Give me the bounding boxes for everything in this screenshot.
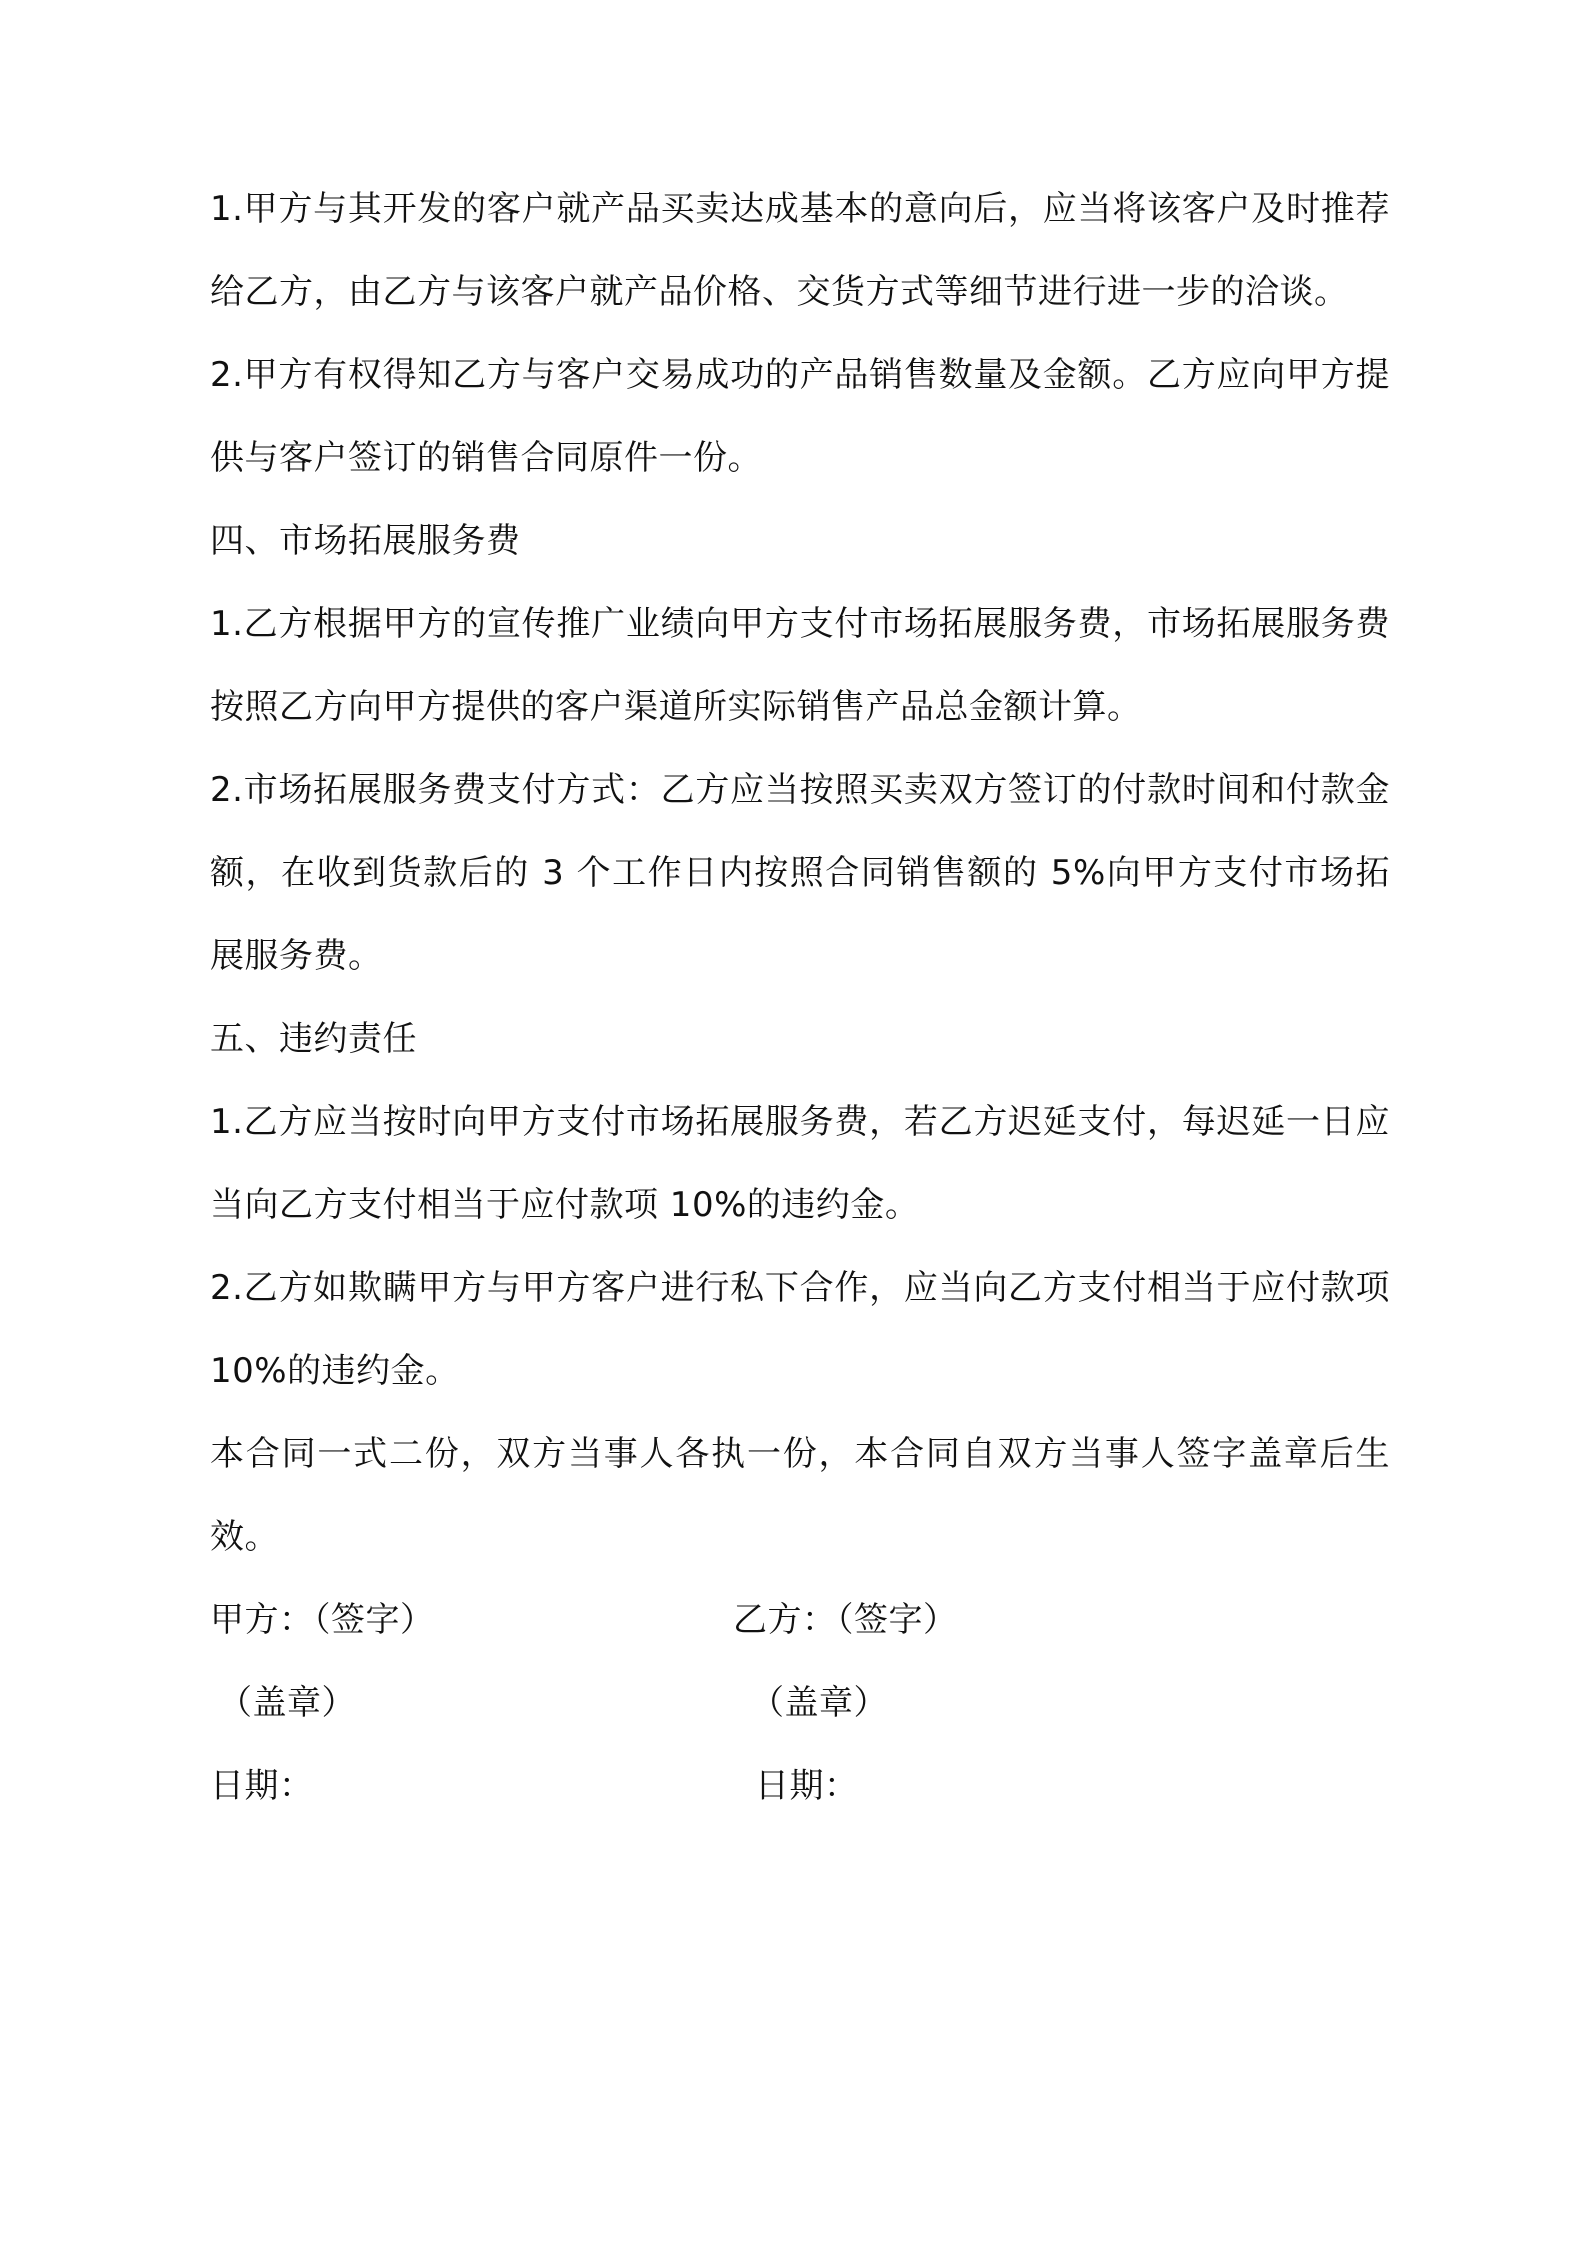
party-b-seal-label: （盖章） <box>750 1683 888 1723</box>
date-row <box>210 1745 1390 1828</box>
party-b-signature-label: 乙方：（签字） <box>733 1600 958 1640</box>
contract-body <box>210 168 1390 1828</box>
clause-3-2: 2.甲方有权得知乙方与客户交易成功的产品销售数量及金额。乙方应向甲方提供与客户签订的销售合同原件一份。 <box>210 355 1390 478</box>
clause-5-1: 1.乙方应当按时向甲方支付市场拓展服务费，若乙方迟延支付，每迟延一日应当向乙方支付相当于应付款项 10%的违约金。 <box>210 1102 1390 1225</box>
section-heading-4: 四、市场拓展服务费 <box>210 521 521 561</box>
clause-5-2: 2.乙方如欺瞒甲方与甲方客户进行私下合作，应当向乙方支付相当于应付款项 10%的违约金。 <box>210 1268 1390 1391</box>
party-a-signature-label: 甲方：（签字） <box>210 1600 435 1640</box>
section-heading-5: 五、违约责任 <box>210 1019 417 1059</box>
party-a-date-label: 日期： <box>210 1766 314 1806</box>
party-a-seal-label: （盖章） <box>218 1683 356 1723</box>
seal-row <box>210 1662 1390 1745</box>
clause-4-2: 2.市场拓展服务费支付方式：乙方应当按照买卖双方签订的付款时间和付款金额，在收到货款后的 3 个工作日内按照合同销售额的 5%向甲方支付市场拓展服务费。 <box>210 770 1390 976</box>
clause-3-1: 1.甲方与其开发的客户就产品买卖达成基本的意向后，应当将该客户及时推荐给乙方，由乙方与该客户就产品价格、交货方式等细节进行进一步的洽谈。 <box>210 189 1390 312</box>
party-b-date-label: 日期： <box>755 1766 859 1806</box>
closing-clause: 本合同一式二份，双方当事人各执一份，本合同自双方当事人签字盖章后生效。 <box>210 1434 1390 1557</box>
signature-row <box>210 1579 1390 1662</box>
clause-4-1: 1.乙方根据甲方的宣传推广业绩向甲方支付市场拓展服务费，市场拓展服务费按照乙方向甲方提供的客户渠道所实际销售产品总金额计算。 <box>210 604 1390 727</box>
